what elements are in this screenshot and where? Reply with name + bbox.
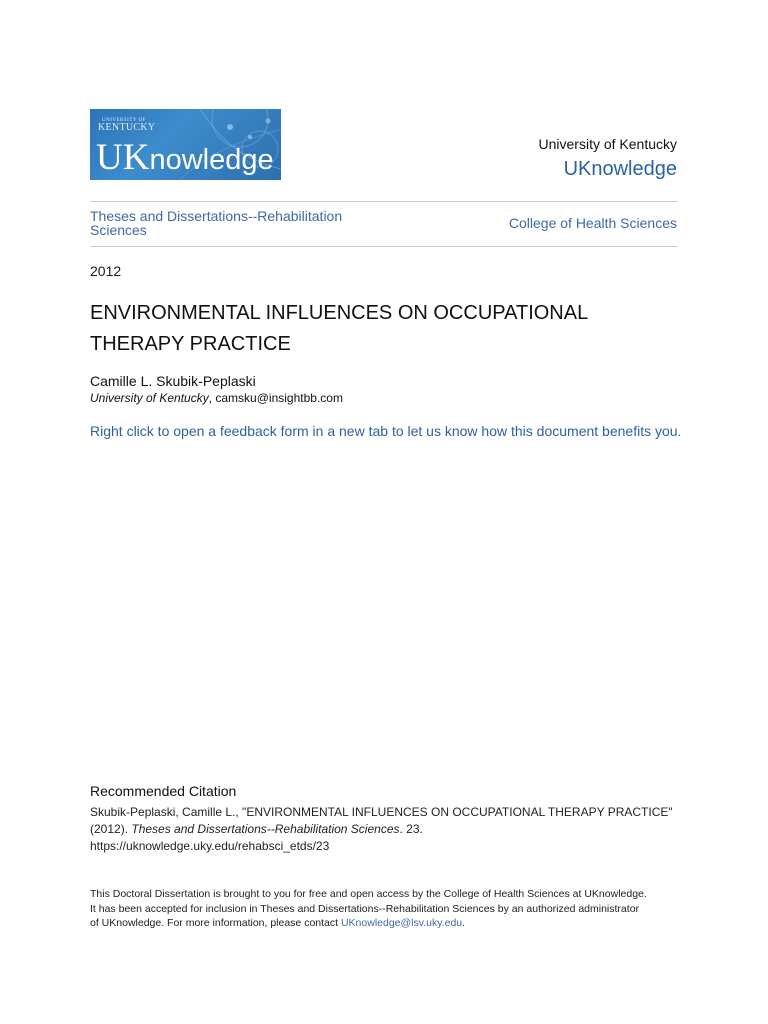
affiliation-institution: University of Kentucky <box>90 391 209 405</box>
author-affiliation <box>90 391 343 405</box>
institution-name: University of Kentucky <box>538 136 677 152</box>
citation-text: Skubik-Peplaski, Camille L., "ENVIRONMENTAL INFLUENCES ON OCCUPATIONAL THERAPY PRACTICE" (2012). <box>90 805 673 836</box>
feedback-link[interactable]: Right click to open a feedback form in a new tab to let us know how this document benefits you. <box>90 423 682 439</box>
top-divider <box>90 201 678 202</box>
college-link[interactable]: College of Health Sciences <box>508 215 677 231</box>
uknowledge-logo[interactable] <box>90 109 281 180</box>
logo-small-line1: UNIVERSITY OF <box>102 118 146 123</box>
series-link[interactable]: Theses and Dissertations--Rehabilitation Sciences <box>90 208 343 238</box>
contact-email-link[interactable]: UKnowledge@lsv.uky.edu <box>340 917 463 929</box>
author-name: Camille L. Skubik-Peplaski <box>90 373 256 389</box>
document-title: ENVIRONMENTAL INFLUENCES ON OCCUPATIONAL THERAPY PRACTICE <box>90 302 588 355</box>
author-email: , camsku@insightbb.com <box>208 391 343 405</box>
citation-url: https://uknowledge.uky.edu/rehabsci_etds/23 <box>90 839 330 853</box>
notice-end: . <box>462 917 466 929</box>
bottom-divider <box>90 246 678 247</box>
publication-year: 2012 <box>90 263 122 279</box>
logo-rest: nowledge <box>149 144 274 176</box>
access-notice <box>90 887 650 931</box>
citation-number: . 23. <box>399 822 423 836</box>
citation-journal: Theses and Dissertations--Rehabilitation Sciences <box>131 822 400 836</box>
citation-body <box>90 804 680 855</box>
notice-text: This Doctoral Dissertation is brought to you for free and open access by the College of Health Sciences at UKnowledge. It has been accepted for inclusion in Theses and Dissertations--Rehabilitation Sciences by an authorized administrator of UKnowledge. For more information, please contact <box>90 888 647 929</box>
citation-heading: Recommended Citation <box>90 783 237 799</box>
repository-link[interactable]: UKnowledge <box>563 158 677 180</box>
logo-small-line2: KENTUCKY <box>98 122 156 133</box>
logo-uk: UK <box>96 137 150 178</box>
logo-wordmark <box>96 139 274 176</box>
logo-small-text <box>98 118 155 133</box>
